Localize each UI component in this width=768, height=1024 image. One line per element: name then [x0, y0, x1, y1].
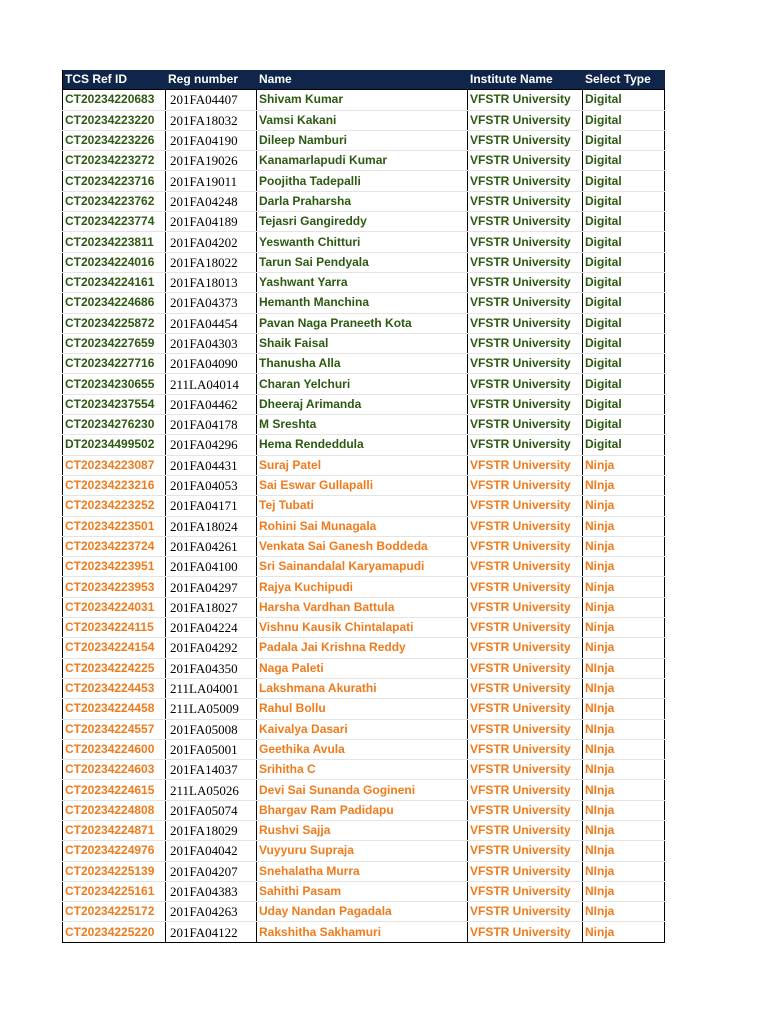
select-type-cell: NInja — [583, 699, 665, 719]
reg-number-cell: 201FA05008 — [166, 719, 257, 739]
institute-name-cell: VFSTR University — [468, 496, 583, 516]
select-type-cell: Digital — [583, 333, 665, 353]
institute-name-cell: VFSTR University — [468, 354, 583, 374]
select-type-cell: Ninja — [583, 597, 665, 617]
tcs-ref-id-cell: CT20234224225 — [63, 658, 166, 678]
tcs-ref-id-cell: CT20234223252 — [63, 496, 166, 516]
institute-name-cell: VFSTR University — [468, 739, 583, 759]
select-type-cell: Digital — [583, 151, 665, 171]
select-type-cell: Digital — [583, 110, 665, 130]
col-header-reg-number: Reg number — [166, 70, 257, 90]
table-row — [63, 780, 665, 800]
reg-number-cell: 201FA18013 — [166, 272, 257, 292]
table-row — [63, 293, 665, 313]
name-cell: Poojitha Tadepalli — [257, 171, 468, 191]
reg-number-cell: 211LA05026 — [166, 780, 257, 800]
name-cell: Rushvi Sajja — [257, 820, 468, 840]
name-cell: Devi Sai Sunanda Gogineni — [257, 780, 468, 800]
institute-name-cell: VFSTR University — [468, 151, 583, 171]
tcs-ref-id-cell: CT20234224016 — [63, 252, 166, 272]
tcs-ref-id-cell: CT20234223226 — [63, 130, 166, 150]
select-type-cell: Digital — [583, 435, 665, 455]
institute-name-cell: VFSTR University — [468, 699, 583, 719]
reg-number-cell: 201FA04224 — [166, 618, 257, 638]
table-row — [63, 394, 665, 414]
tcs-ref-id-cell: CT20234223220 — [63, 110, 166, 130]
tcs-ref-id-cell: CT20234225139 — [63, 861, 166, 881]
tcs-ref-id-cell: CT20234225220 — [63, 922, 166, 942]
name-cell: Sahithi Pasam — [257, 881, 468, 901]
table-row — [63, 171, 665, 191]
table-row — [63, 800, 665, 820]
tcs-ref-id-cell: DT20234499502 — [63, 435, 166, 455]
select-type-cell: Digital — [583, 191, 665, 211]
reg-number-cell: 201FA04189 — [166, 212, 257, 232]
tcs-ref-id-cell: CT20234227659 — [63, 333, 166, 353]
institute-name-cell: VFSTR University — [468, 272, 583, 292]
reg-number-cell: 201FA04248 — [166, 191, 257, 211]
select-type-cell: Digital — [583, 212, 665, 232]
reg-number-cell: 201FA04207 — [166, 861, 257, 881]
tcs-ref-id-cell: CT20234224686 — [63, 293, 166, 313]
reg-number-cell: 201FA04178 — [166, 415, 257, 435]
select-type-cell: Digital — [583, 130, 665, 150]
reg-number-cell: 201FA04171 — [166, 496, 257, 516]
reg-number-cell: 211LA05009 — [166, 699, 257, 719]
table-row — [63, 719, 665, 739]
institute-name-cell: VFSTR University — [468, 171, 583, 191]
name-cell: Charan Yelchuri — [257, 374, 468, 394]
reg-number-cell: 201FA14037 — [166, 760, 257, 780]
table-row — [63, 333, 665, 353]
table-row — [63, 739, 665, 759]
name-cell: Kanamarlapudi Kumar — [257, 151, 468, 171]
table-row — [63, 191, 665, 211]
institute-name-cell: VFSTR University — [468, 841, 583, 861]
reg-number-cell: 211LA04001 — [166, 678, 257, 698]
institute-name-cell: VFSTR University — [468, 800, 583, 820]
reg-number-cell: 201FA18032 — [166, 110, 257, 130]
candidate-table — [62, 70, 665, 943]
table-row — [63, 252, 665, 272]
name-cell: Venkata Sai Ganesh Boddeda — [257, 536, 468, 556]
name-cell: Harsha Vardhan Battula — [257, 597, 468, 617]
institute-name-cell: VFSTR University — [468, 313, 583, 333]
reg-number-cell: 201FA18027 — [166, 597, 257, 617]
table-row — [63, 455, 665, 475]
reg-number-cell: 201FA04263 — [166, 902, 257, 922]
name-cell: Dheeraj Arimanda — [257, 394, 468, 414]
name-cell: Snehalatha Murra — [257, 861, 468, 881]
tcs-ref-id-cell: CT20234276230 — [63, 415, 166, 435]
col-header-institute-name: Institute Name — [468, 70, 583, 90]
institute-name-cell: VFSTR University — [468, 374, 583, 394]
tcs-ref-id-cell: CT20234223087 — [63, 455, 166, 475]
select-type-cell: Ninja — [583, 638, 665, 658]
table-row — [63, 618, 665, 638]
col-header-name: Name — [257, 70, 468, 90]
select-type-cell: NInja — [583, 820, 665, 840]
institute-name-cell: VFSTR University — [468, 232, 583, 252]
institute-name-cell: VFSTR University — [468, 780, 583, 800]
reg-number-cell: 201FA04373 — [166, 293, 257, 313]
reg-number-cell: 201FA04090 — [166, 354, 257, 374]
table-row — [63, 90, 665, 110]
institute-name-cell: VFSTR University — [468, 922, 583, 942]
select-type-cell: Digital — [583, 354, 665, 374]
select-type-cell: NInja — [583, 861, 665, 881]
institute-name-cell: VFSTR University — [468, 902, 583, 922]
table-row — [63, 212, 665, 232]
institute-name-cell: VFSTR University — [468, 618, 583, 638]
tcs-ref-id-cell: CT20234225161 — [63, 881, 166, 901]
name-cell: Kaivalya Dasari — [257, 719, 468, 739]
name-cell: Hema Rendeddula — [257, 435, 468, 455]
col-header-select-type: Select Type — [583, 70, 665, 90]
reg-number-cell: 201FA05074 — [166, 800, 257, 820]
tcs-ref-id-cell: CT20234223216 — [63, 475, 166, 495]
table-body — [63, 90, 665, 942]
select-type-cell: Digital — [583, 415, 665, 435]
name-cell: Shaik Faisal — [257, 333, 468, 353]
select-type-cell: Ninja — [583, 455, 665, 475]
select-type-cell: Digital — [583, 232, 665, 252]
tcs-ref-id-cell: CT20234223716 — [63, 171, 166, 191]
name-cell: Rohini Sai Munagala — [257, 516, 468, 536]
select-type-cell: NInja — [583, 719, 665, 739]
name-cell: Vamsi Kakani — [257, 110, 468, 130]
select-type-cell: Digital — [583, 272, 665, 292]
reg-number-cell: 201FA04431 — [166, 455, 257, 475]
select-type-cell: Ninja — [583, 536, 665, 556]
institute-name-cell: VFSTR University — [468, 861, 583, 881]
institute-name-cell: VFSTR University — [468, 475, 583, 495]
institute-name-cell: VFSTR University — [468, 212, 583, 232]
table-row — [63, 597, 665, 617]
table-row — [63, 861, 665, 881]
select-type-cell: Digital — [583, 252, 665, 272]
institute-name-cell: VFSTR University — [468, 536, 583, 556]
institute-name-cell: VFSTR University — [468, 455, 583, 475]
table-row — [63, 841, 665, 861]
tcs-ref-id-cell: CT20234224453 — [63, 678, 166, 698]
reg-number-cell: 201FA04122 — [166, 922, 257, 942]
reg-number-cell: 201FA04261 — [166, 536, 257, 556]
table-row — [63, 577, 665, 597]
table-row — [63, 922, 665, 942]
reg-number-cell: 201FA04303 — [166, 333, 257, 353]
select-type-cell: Ninja — [583, 516, 665, 536]
reg-number-cell: 201FA04190 — [166, 130, 257, 150]
institute-name-cell: VFSTR University — [468, 516, 583, 536]
table-row — [63, 881, 665, 901]
reg-number-cell: 201FA18024 — [166, 516, 257, 536]
name-cell: Uday Nandan Pagadala — [257, 902, 468, 922]
institute-name-cell: VFSTR University — [468, 333, 583, 353]
table-row — [63, 110, 665, 130]
select-type-cell: NInja — [583, 658, 665, 678]
name-cell: Yashwant Yarra — [257, 272, 468, 292]
name-cell: Rakshitha Sakhamuri — [257, 922, 468, 942]
tcs-ref-id-cell: CT20234227716 — [63, 354, 166, 374]
name-cell: Naga Paleti — [257, 658, 468, 678]
tcs-ref-id-cell: CT20234224557 — [63, 719, 166, 739]
name-cell: Sai Eswar Gullapalli — [257, 475, 468, 495]
select-type-cell: Ninja — [583, 496, 665, 516]
name-cell: Srihitha C — [257, 760, 468, 780]
name-cell: Rahul Bollu — [257, 699, 468, 719]
tcs-ref-id-cell: CT20234223953 — [63, 577, 166, 597]
name-cell: Yeswanth Chitturi — [257, 232, 468, 252]
tcs-ref-id-cell: CT20234223724 — [63, 536, 166, 556]
reg-number-cell: 201FA04383 — [166, 881, 257, 901]
reg-number-cell: 201FA04407 — [166, 90, 257, 110]
select-type-cell: Digital — [583, 293, 665, 313]
table-row — [63, 557, 665, 577]
table-row — [63, 820, 665, 840]
col-header-tcs-ref-id: TCS Ref ID — [63, 70, 166, 90]
institute-name-cell: VFSTR University — [468, 638, 583, 658]
reg-number-cell: 201FA18029 — [166, 820, 257, 840]
name-cell: Shivam Kumar — [257, 90, 468, 110]
reg-number-cell: 201FA19011 — [166, 171, 257, 191]
reg-number-cell: 201FA04454 — [166, 313, 257, 333]
tcs-ref-id-cell: CT20234225172 — [63, 902, 166, 922]
name-cell: Sri Sainandalal Karyamapudi — [257, 557, 468, 577]
name-cell: Geethika Avula — [257, 739, 468, 759]
tcs-ref-id-cell: CT20234224976 — [63, 841, 166, 861]
reg-number-cell: 201FA04042 — [166, 841, 257, 861]
select-type-cell: Digital — [583, 394, 665, 414]
tcs-ref-id-cell: CT20234237554 — [63, 394, 166, 414]
table-row — [63, 313, 665, 333]
select-type-cell: Ninja — [583, 577, 665, 597]
name-cell: M Sreshta — [257, 415, 468, 435]
table-row — [63, 272, 665, 292]
table-row — [63, 496, 665, 516]
institute-name-cell: VFSTR University — [468, 557, 583, 577]
tcs-ref-id-cell: CT20234223774 — [63, 212, 166, 232]
table-row — [63, 902, 665, 922]
institute-name-cell: VFSTR University — [468, 820, 583, 840]
select-type-cell: NInja — [583, 902, 665, 922]
name-cell: Tarun Sai Pendyala — [257, 252, 468, 272]
institute-name-cell: VFSTR University — [468, 435, 583, 455]
institute-name-cell: VFSTR University — [468, 252, 583, 272]
tcs-ref-id-cell: CT20234224458 — [63, 699, 166, 719]
name-cell: Darla Praharsha — [257, 191, 468, 211]
institute-name-cell: VFSTR University — [468, 415, 583, 435]
institute-name-cell: VFSTR University — [468, 719, 583, 739]
reg-number-cell: 201FA04462 — [166, 394, 257, 414]
select-type-cell: Ninja — [583, 922, 665, 942]
tcs-ref-id-cell: CT20234224600 — [63, 739, 166, 759]
table-row — [63, 516, 665, 536]
tcs-ref-id-cell: CT20234224115 — [63, 618, 166, 638]
tcs-ref-id-cell: CT20234223272 — [63, 151, 166, 171]
tcs-ref-id-cell: CT20234224161 — [63, 272, 166, 292]
reg-number-cell: 201FA04350 — [166, 658, 257, 678]
institute-name-cell: VFSTR University — [468, 90, 583, 110]
institute-name-cell: VFSTR University — [468, 678, 583, 698]
reg-number-cell: 201FA04053 — [166, 475, 257, 495]
tcs-ref-id-cell: CT20234230655 — [63, 374, 166, 394]
table-row — [63, 658, 665, 678]
select-type-cell: NInja — [583, 678, 665, 698]
select-type-cell: Digital — [583, 313, 665, 333]
name-cell: Lakshmana Akurathi — [257, 678, 468, 698]
name-cell: Vishnu Kausik Chintalapati — [257, 618, 468, 638]
tcs-ref-id-cell: CT20234224808 — [63, 800, 166, 820]
reg-number-cell: 201FA18022 — [166, 252, 257, 272]
table-row — [63, 354, 665, 374]
select-type-cell: NInja — [583, 760, 665, 780]
institute-name-cell: VFSTR University — [468, 110, 583, 130]
name-cell: Bhargav Ram Padidapu — [257, 800, 468, 820]
reg-number-cell: 201FA04292 — [166, 638, 257, 658]
tcs-ref-id-cell: CT20234223501 — [63, 516, 166, 536]
tcs-ref-id-cell: CT20234224871 — [63, 820, 166, 840]
institute-name-cell: VFSTR University — [468, 881, 583, 901]
reg-number-cell: 201FA04202 — [166, 232, 257, 252]
reg-number-cell: 201FA19026 — [166, 151, 257, 171]
tcs-ref-id-cell: CT20234220683 — [63, 90, 166, 110]
institute-name-cell: VFSTR University — [468, 760, 583, 780]
header-row — [63, 70, 665, 90]
institute-name-cell: VFSTR University — [468, 577, 583, 597]
select-type-cell: NInja — [583, 841, 665, 861]
institute-name-cell: VFSTR University — [468, 191, 583, 211]
reg-number-cell: 201FA04100 — [166, 557, 257, 577]
table-row — [63, 760, 665, 780]
name-cell: Pavan Naga Praneeth Kota — [257, 313, 468, 333]
tcs-ref-id-cell: CT20234224615 — [63, 780, 166, 800]
name-cell: Tejasri Gangireddy — [257, 212, 468, 232]
select-type-cell: NInja — [583, 881, 665, 901]
institute-name-cell: VFSTR University — [468, 658, 583, 678]
institute-name-cell: VFSTR University — [468, 394, 583, 414]
name-cell: Dileep Namburi — [257, 130, 468, 150]
name-cell: Rajya Kuchipudi — [257, 577, 468, 597]
select-type-cell: Digital — [583, 171, 665, 191]
table-row — [63, 678, 665, 698]
select-type-cell: NInja — [583, 475, 665, 495]
tcs-ref-id-cell: CT20234224603 — [63, 760, 166, 780]
tcs-ref-id-cell: CT20234224031 — [63, 597, 166, 617]
name-cell: Hemanth Manchina — [257, 293, 468, 313]
institute-name-cell: VFSTR University — [468, 293, 583, 313]
select-type-cell: NInja — [583, 780, 665, 800]
tcs-ref-id-cell: CT20234223762 — [63, 191, 166, 211]
name-cell: Thanusha Alla — [257, 354, 468, 374]
table-row — [63, 151, 665, 171]
table-row — [63, 536, 665, 556]
table-row — [63, 638, 665, 658]
table-row — [63, 475, 665, 495]
table-row — [63, 130, 665, 150]
table-row — [63, 435, 665, 455]
reg-number-cell: 201FA05001 — [166, 739, 257, 759]
name-cell: Padala Jai Krishna Reddy — [257, 638, 468, 658]
tcs-ref-id-cell: CT20234225872 — [63, 313, 166, 333]
reg-number-cell: 201FA04297 — [166, 577, 257, 597]
name-cell: Vuyyuru Supraja — [257, 841, 468, 861]
tcs-ref-id-cell: CT20234223811 — [63, 232, 166, 252]
table-row — [63, 374, 665, 394]
table-row — [63, 232, 665, 252]
institute-name-cell: VFSTR University — [468, 130, 583, 150]
select-type-cell: NInja — [583, 800, 665, 820]
table-row — [63, 415, 665, 435]
reg-number-cell: 211LA04014 — [166, 374, 257, 394]
table-row — [63, 699, 665, 719]
select-type-cell: Ninja — [583, 618, 665, 638]
select-type-cell: NInja — [583, 739, 665, 759]
name-cell: Suraj Patel — [257, 455, 468, 475]
tcs-ref-id-cell: CT20234224154 — [63, 638, 166, 658]
institute-name-cell: VFSTR University — [468, 597, 583, 617]
reg-number-cell: 201FA04296 — [166, 435, 257, 455]
select-type-cell: Digital — [583, 374, 665, 394]
select-type-cell: Digital — [583, 90, 665, 110]
name-cell: Tej Tubati — [257, 496, 468, 516]
select-type-cell: Ninja — [583, 557, 665, 577]
tcs-ref-id-cell: CT20234223951 — [63, 557, 166, 577]
